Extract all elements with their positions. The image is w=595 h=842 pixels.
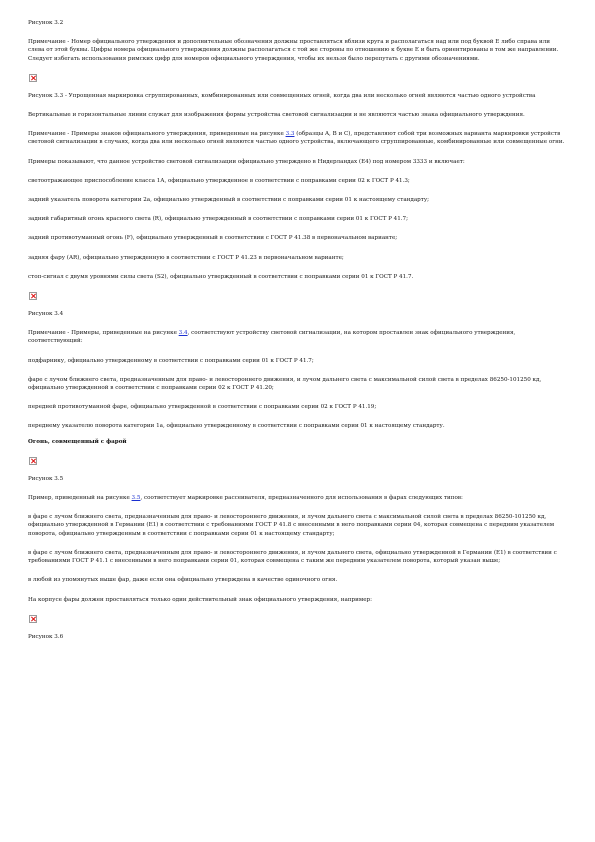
section-subtitle: Огонь, совмещенный с фарой [28, 438, 127, 445]
list-item: переднему указателю поворота категории 1а, официально утвержденному в соответствии с поправками серии 01 к настоящему стандарту. [28, 423, 445, 430]
broken-image-icon [29, 615, 37, 623]
list-item: фаре с лучом ближнего света, предназначенным для право- и левостороннего движения, и лучом дальнего света с максимальной силой света в пределах 86250-101250 кд, официально утвержденной в соответствии с поправками серии 02 к ГОСТ Р 41.20; [28, 376, 542, 392]
example-3-5-text-cont: , соответствует маркировке рассеивателя, предназначенного для использования в фарах следующих типов: [140, 495, 463, 502]
figure-caption-3-6: Рисунок 3.6 [28, 633, 64, 640]
figure-caption-3-5: Рисунок 3.5 [28, 475, 64, 482]
note-3-2: Примечание - Номер официального утверждения и дополнительные обозначения должны проставляться вблизи круга и располагаться над или под буквой E либо справа или слева от этой буквы. Цифры номера официального утверждения должны располагаться с той же стороны по отношению к букве E и быть ориентированы в том же направлении. Следует избегать использования римских цифр для номеров официального утверждения, чтобы их нельзя было перепутать с другими обозначениями. [28, 39, 559, 62]
vertical-horizontal-lines-note: Вертикальные и горизонтальные линии служат для изображения формы устройства световой сигнализации и не являются частью знака официального утверждения. [28, 112, 525, 119]
broken-image-icon [29, 74, 37, 82]
figure-3-3-link[interactable]: 3.3 [285, 131, 295, 138]
list-item: задний габаритный огонь красного света (R), официально утвержденный в соответствии с поправками серии 01 к ГОСТ Р 41.7; [28, 216, 409, 223]
figure-3-4-link[interactable]: 3.4 [178, 330, 188, 337]
housing-note: На корпусе фары должен проставляться только один действительный знак официального утверждения, например: [28, 596, 372, 603]
list-item: в фаре с лучом ближнего света, предназначенным для право- и левостороннего движения, и лучом дальнего света с максимальной силой света в пределах 86250-101250 кд, официально утвержденной в Германии (E1) в соответствии с требованиями ГОСТ Р 41.8 с внесенными в него поправками серии 04, которая совмещена с передним указателем поворота, официально утвержденным в соответствии с поправками серии 01 к настоящему стандарту; [28, 514, 555, 537]
list-item: задний противотуманный огонь (F), официально утвержденный в соответствии с ГОСТ Р 41.38 в первоначальном варианте; [28, 235, 398, 242]
note-3-3 [28, 130, 568, 146]
list-item: передней противотуманной фаре, официально утвержденной в соответствии с поправками серии 02 к ГОСТ Р 41.19; [28, 404, 377, 411]
note-3-3-text-cont: (образцы A, B и C), представляют собой три возможных варианта маркировки устройств световой сигнализации в случаях, когда два или несколько огней являются частью одного устройства, включающего сгруппированные, комбинированные или совмещенные огни. [28, 131, 565, 146]
broken-image-icon [29, 292, 37, 300]
list-item: в фаре с лучом ближнего света, предназначенным для право- и левостороннего движения, и лучом дальнего света, официально утвержденной в Германии (E1) в соответствии с требованиями ГОСТ Р 41.1 с внесенными в него поправками серии 01, которая совмещена с таким же передним указателем поворота, который указан выше; [28, 549, 557, 565]
broken-image-icon [29, 457, 37, 465]
examples-intro: Примеры показывают, что данное устройство световой сигнализации официально утверждено в Нидерландах (E4) под номером 3333 и включает: [28, 158, 465, 165]
note-3-4 [28, 329, 568, 345]
list-item: в любой из упомянутых выше фар, даже если она официально утверждена в качестве одиночного огня. [28, 577, 338, 584]
example-3-5 [28, 494, 568, 502]
document-body [28, 19, 568, 641]
list-item: задняя фару (AR), официально утвержденную в соответствии с ГОСТ Р 41.23 в первоначальном варианте; [28, 254, 344, 261]
figure-3-5-link[interactable]: 3.5 [131, 495, 141, 502]
list-item: подфарнику, официально утвержденному в соответствии с поправками серии 01 к ГОСТ Р 41.7; [28, 357, 314, 364]
list-item: задний указатель поворота категории 2а, официально утвержденный в соответствии с поправками серии 01 к настоящему стандарту; [28, 197, 430, 204]
note-3-4-text: Примечание - Примеры, приведенные на рисунке [28, 330, 179, 337]
note-3-4-text-cont: , соответствуют устройству световой сигнализации, на котором проставлен знак официального утверждения, соответствующий: [28, 330, 516, 345]
note-3-3-text: Примечание - Примеры знаков официального утверждения, приведенные на рисунке [28, 131, 286, 138]
list-item: светоотражающее приспособление класса 1А, официально утвержденное в соответствии с поправками серии 02 к ГОСТ Р 41.3; [28, 177, 410, 184]
figure-caption-3-3: Рисунок 3.3 - Упрощенная маркировка сгруппированных, комбинированных или совмещенных огней, когда два или несколько огней являются частью одного устройства [28, 92, 536, 99]
figure-caption-3-2: Рисунок 3.2 [28, 20, 64, 26]
figure-caption-3-4: Рисунок 3.4 [28, 311, 64, 318]
list-item: стоп-сигнал с двумя уровнями силы света (S2), официально утвержденный в соответствии с поправками серии 01 к ГОСТ Р 41.7. [28, 273, 414, 280]
example-3-5-text: Пример, приведенный на рисунке [28, 495, 132, 502]
